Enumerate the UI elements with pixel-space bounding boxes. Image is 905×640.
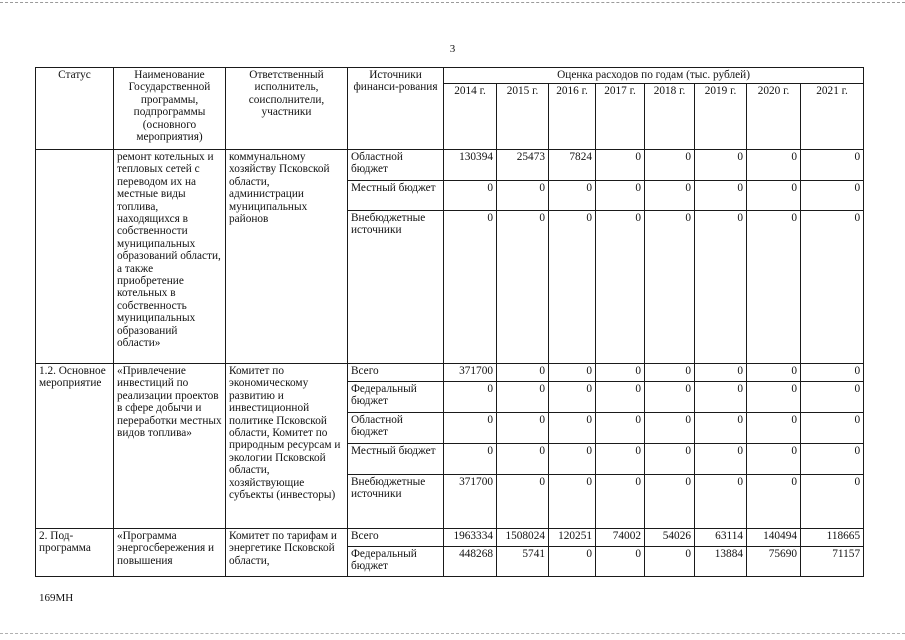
value-cell: 0: [695, 150, 747, 181]
value-cell: 0: [747, 150, 801, 181]
value-cell: 0: [497, 211, 549, 364]
value-cell: 0: [747, 181, 801, 211]
value-cell: 0: [695, 382, 747, 413]
value-cell: 0: [801, 444, 864, 475]
footer-code: 169МН: [39, 592, 74, 604]
value-cell: 0: [695, 413, 747, 444]
source-cell: Федеральный бюджет: [348, 382, 444, 413]
value-cell: 0: [497, 444, 549, 475]
source-cell: Местный бюджет: [348, 444, 444, 475]
value-cell: 0: [645, 181, 695, 211]
executor-cell: Комитет по тарифам и энергетике Псковской области,: [226, 529, 348, 577]
header-year: 2014 г.: [444, 84, 497, 150]
source-cell: Внебюджетные источники: [348, 475, 444, 529]
header-sources: Источники финанси-рования: [348, 68, 444, 150]
header-year: 2020 г.: [747, 84, 801, 150]
value-cell: 0: [801, 364, 864, 382]
value-cell: 0: [695, 211, 747, 364]
value-cell: 0: [747, 475, 801, 529]
value-cell: 0: [444, 181, 497, 211]
value-cell: 13884: [695, 547, 747, 577]
source-cell: Федеральный бюджет: [348, 547, 444, 577]
value-cell: 0: [596, 413, 645, 444]
value-cell: 0: [801, 211, 864, 364]
source-cell: Областной бюджет: [348, 150, 444, 181]
value-cell: 371700: [444, 364, 497, 382]
value-cell: 0: [549, 413, 596, 444]
name-cell: «Программа энергосбережения и повышения: [114, 529, 226, 577]
value-cell: 0: [444, 444, 497, 475]
value-cell: 0: [801, 475, 864, 529]
value-cell: 0: [497, 475, 549, 529]
executor-cell: коммунальному хозяйству Псковской области, администрации муниципальных районов: [226, 150, 348, 364]
value-cell: 0: [645, 382, 695, 413]
table-row: [36, 529, 864, 547]
value-cell: 0: [596, 475, 645, 529]
header-year: 2016 г.: [549, 84, 596, 150]
value-cell: 0: [747, 211, 801, 364]
source-cell: Всего: [348, 364, 444, 382]
value-cell: 0: [549, 382, 596, 413]
name-cell: ремонт котельных и тепловых сетей с переводом их на местные виды топлива, находящихся в собственности муниципальных образований области, а также приобретение котельных в собственность муниципальных образований области»: [114, 150, 226, 364]
value-cell: 0: [695, 364, 747, 382]
value-cell: 0: [645, 211, 695, 364]
value-cell: 0: [747, 382, 801, 413]
header-status: Статус: [36, 68, 114, 150]
table-header-row: [36, 68, 864, 84]
value-cell: 0: [497, 364, 549, 382]
value-cell: 0: [645, 150, 695, 181]
value-cell: 7824: [549, 150, 596, 181]
value-cell: 1963334: [444, 529, 497, 547]
table-row: [36, 364, 864, 382]
header-year: 2019 г.: [695, 84, 747, 150]
value-cell: 0: [549, 211, 596, 364]
value-cell: 0: [801, 150, 864, 181]
value-cell: 0: [801, 382, 864, 413]
value-cell: 0: [596, 211, 645, 364]
value-cell: 0: [444, 413, 497, 444]
value-cell: 0: [596, 444, 645, 475]
value-cell: 0: [747, 444, 801, 475]
header-year: 2015 г.: [497, 84, 549, 150]
value-cell: 118665: [801, 529, 864, 547]
source-cell: Областной бюджет: [348, 413, 444, 444]
value-cell: 0: [497, 382, 549, 413]
value-cell: 0: [444, 211, 497, 364]
value-cell: 0: [596, 382, 645, 413]
value-cell: 0: [497, 181, 549, 211]
value-cell: 0: [695, 475, 747, 529]
value-cell: 71157: [801, 547, 864, 577]
value-cell: 25473: [497, 150, 549, 181]
value-cell: 0: [497, 413, 549, 444]
source-cell: Местный бюджет: [348, 181, 444, 211]
value-cell: 54026: [645, 529, 695, 547]
value-cell: 0: [549, 181, 596, 211]
header-executor: Ответственный исполнитель, соисполнители, участники: [226, 68, 348, 150]
value-cell: 0: [596, 181, 645, 211]
value-cell: 0: [747, 364, 801, 382]
page-number: 3: [449, 43, 456, 55]
header-year: 2017 г.: [596, 84, 645, 150]
value-cell: 371700: [444, 475, 497, 529]
value-cell: 1508024: [497, 529, 549, 547]
name-cell: «Привлечение инвестиций по реализации проектов в сфере добычи и переработки местных видов топлива»: [114, 364, 226, 529]
value-cell: 0: [596, 150, 645, 181]
value-cell: 0: [645, 413, 695, 444]
budget-table: [35, 67, 864, 577]
value-cell: 0: [801, 181, 864, 211]
scan-edge-bottom: [0, 633, 905, 634]
value-cell: 0: [444, 382, 497, 413]
value-cell: 130394: [444, 150, 497, 181]
value-cell: 0: [596, 547, 645, 577]
header-name: Наименование Государственной программы, подпрограммы (основного мероприятия): [114, 68, 226, 150]
header-year: 2021 г.: [801, 84, 864, 150]
value-cell: 0: [645, 547, 695, 577]
value-cell: 0: [645, 364, 695, 382]
source-cell: Всего: [348, 529, 444, 547]
value-cell: 75690: [747, 547, 801, 577]
value-cell: 0: [747, 413, 801, 444]
value-cell: 0: [695, 444, 747, 475]
value-cell: 448268: [444, 547, 497, 577]
table-row: [36, 150, 864, 181]
header-estimate: Оценка расходов по годам (тыс. рублей): [444, 68, 864, 84]
value-cell: 5741: [497, 547, 549, 577]
value-cell: 0: [549, 444, 596, 475]
value-cell: 120251: [549, 529, 596, 547]
value-cell: 0: [645, 444, 695, 475]
value-cell: 0: [596, 364, 645, 382]
value-cell: 74002: [596, 529, 645, 547]
value-cell: 140494: [747, 529, 801, 547]
value-cell: 0: [549, 547, 596, 577]
value-cell: 0: [549, 475, 596, 529]
status-cell: [36, 150, 114, 364]
status-cell: 2. Под-программа: [36, 529, 114, 577]
value-cell: 0: [695, 181, 747, 211]
scan-edge-top: [0, 2, 905, 3]
value-cell: 0: [801, 413, 864, 444]
value-cell: 0: [549, 364, 596, 382]
value-cell: 0: [645, 475, 695, 529]
source-cell: Внебюджетные источники: [348, 211, 444, 364]
executor-cell: Комитет по экономическому развитию и инвестиционной политике Псковской области, Комитет по природным ресурсам и экологии Псковской области, хозяйствующие субъекты (инвесторы): [226, 364, 348, 529]
status-cell: 1.2. Основное мероприятие: [36, 364, 114, 529]
header-year: 2018 г.: [645, 84, 695, 150]
value-cell: 63114: [695, 529, 747, 547]
